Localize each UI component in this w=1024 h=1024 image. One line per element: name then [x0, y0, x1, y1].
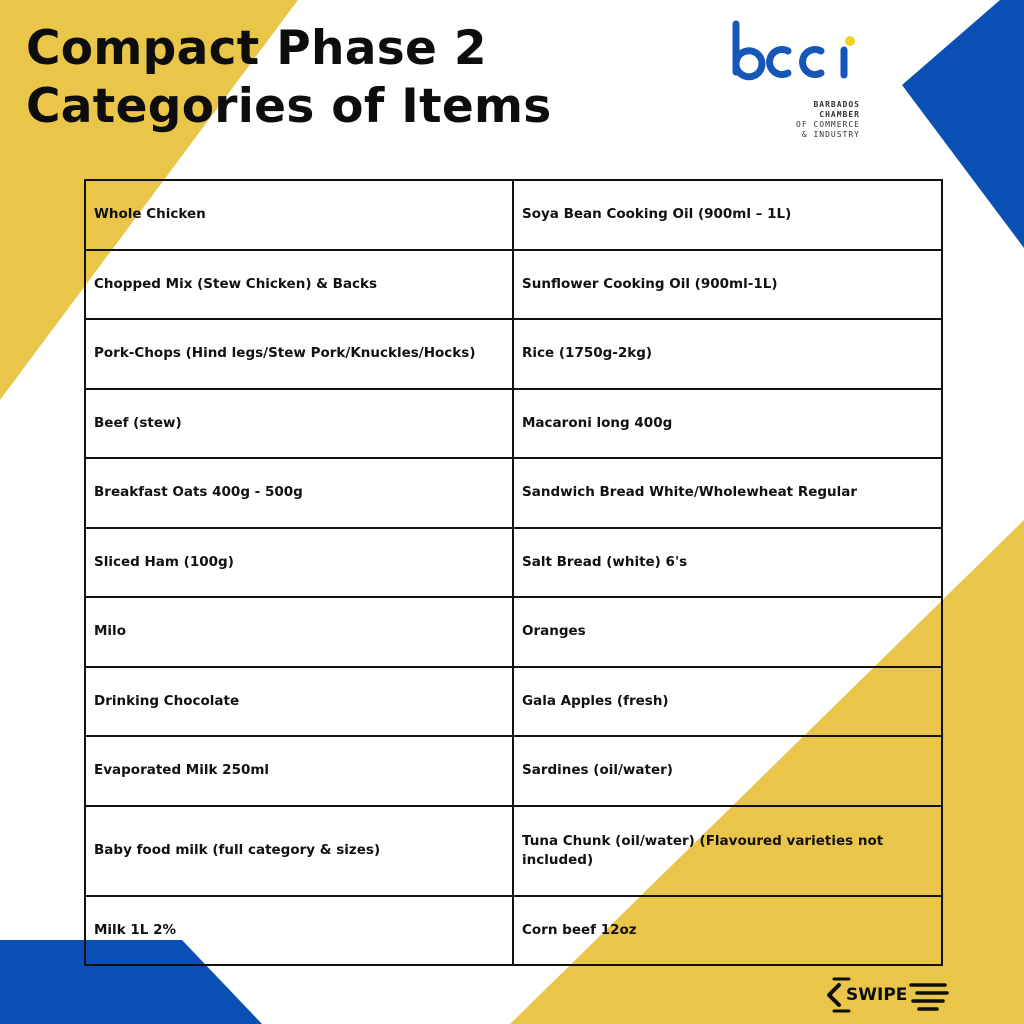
table-cell: Sunflower Cooking Oil (900ml-1L): [513, 250, 942, 320]
table-cell: Soya Bean Cooking Oil (900ml – 1L): [513, 180, 942, 250]
table-cell: Whole Chicken: [85, 180, 513, 250]
table-cell: Milk 1L 2%: [85, 896, 513, 966]
table-row: [85, 597, 942, 667]
table-row: [85, 389, 942, 459]
title-line-1: Compact Phase 2: [26, 21, 487, 76]
table-cell: Drinking Chocolate: [85, 667, 513, 737]
table-cell: Sardines (oil/water): [513, 736, 942, 806]
logo-caption: [770, 100, 860, 140]
table-cell: Breakfast Oats 400g - 500g: [85, 458, 513, 528]
table-cell: Baby food milk (full category & sizes): [85, 806, 513, 896]
table-cell: Oranges: [513, 597, 942, 667]
table-row: [85, 736, 942, 806]
table-cell: Sliced Ham (100g): [85, 528, 513, 598]
table-cell: Macaroni long 400g: [513, 389, 942, 459]
table-cell: Tuna Chunk (oil/water) (Flavoured varieties not included): [513, 806, 942, 896]
motion-lines-icon: [907, 981, 951, 1011]
items-table: [84, 179, 943, 966]
table-cell: Pork-Chops (Hind legs/Stew Pork/Knuckles/Hocks): [85, 319, 513, 389]
table-row: [85, 180, 942, 250]
page-title: [26, 20, 552, 136]
table-row: [85, 806, 942, 896]
table-cell: Corn beef 12oz: [513, 896, 942, 966]
table-row: [85, 458, 942, 528]
table-cell: Rice (1750g-2kg): [513, 319, 942, 389]
table-cell: Gala Apples (fresh): [513, 667, 942, 737]
logo-line-1: BARBADOS: [813, 100, 860, 109]
swipe-indicator[interactable]: [815, 975, 950, 1015]
table-row: [85, 667, 942, 737]
logo-line-2: CHAMBER: [819, 110, 860, 119]
table-cell: Beef (stew): [85, 389, 513, 459]
table-cell: Milo: [85, 597, 513, 667]
table-cell: Chopped Mix (Stew Chicken) & Backs: [85, 250, 513, 320]
table-row: [85, 528, 942, 598]
logo-line-3: OF COMMERCE: [796, 120, 860, 129]
table-row: [85, 896, 942, 966]
table-cell: Sandwich Bread White/Wholewheat Regular: [513, 458, 942, 528]
table-row: [85, 250, 942, 320]
table-cell: Evaporated Milk 250ml: [85, 736, 513, 806]
table-cell: Salt Bread (white) 6's: [513, 528, 942, 598]
title-line-2: Categories of Items: [26, 79, 552, 134]
swipe-label: SWIPE: [846, 985, 908, 1005]
table-row: [85, 319, 942, 389]
logo-line-4: & INDUSTRY: [801, 130, 860, 139]
